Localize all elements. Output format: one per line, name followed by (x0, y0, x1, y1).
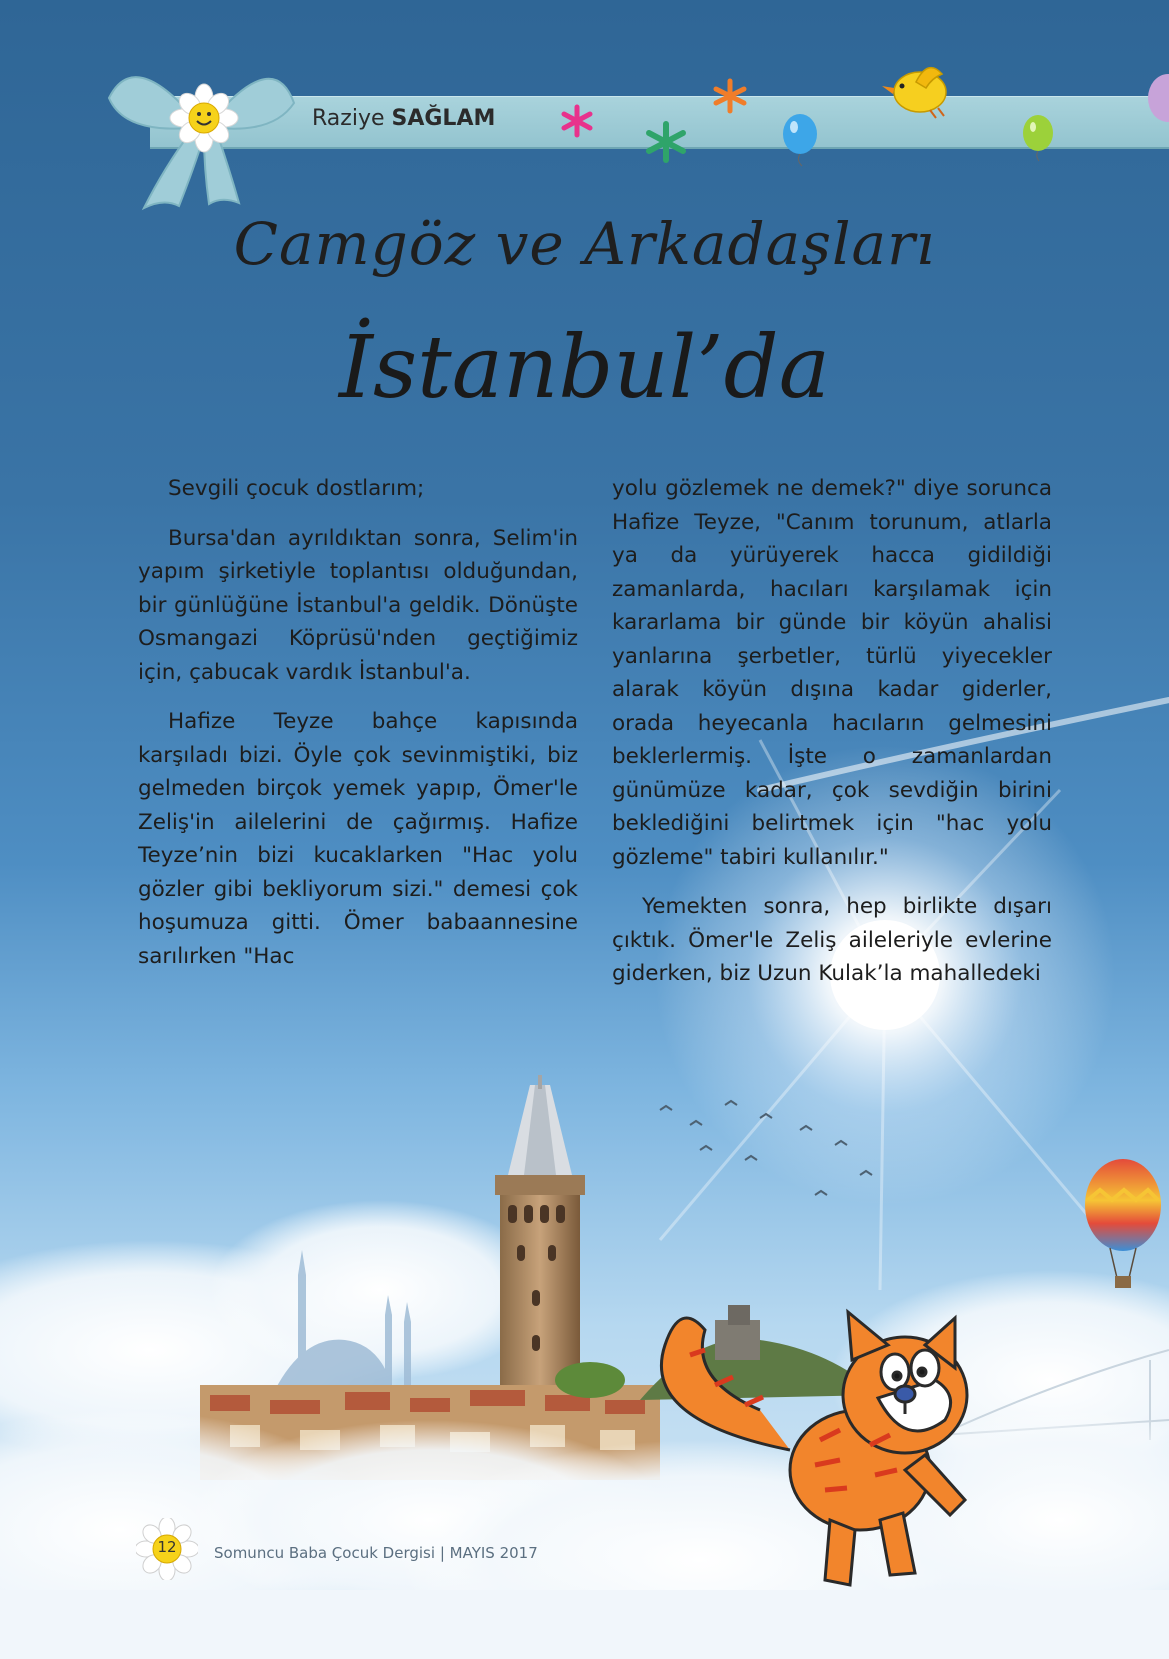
yellow-bird-icon (880, 56, 964, 120)
footer-separator: | (439, 1544, 445, 1562)
footer-text (214, 1544, 538, 1562)
green-balloon-icon (1020, 114, 1056, 164)
article-column-2 (612, 472, 1052, 1007)
title-line-1: Camgöz ve Arkadaşları (233, 210, 936, 278)
issue-date: MAYIS 2017 (449, 1544, 538, 1562)
daisy-smiley-icon (170, 84, 238, 152)
author-name (312, 106, 495, 131)
title-line-2: İstanbul’da (339, 318, 830, 418)
bow-decoration (104, 58, 304, 218)
green-star-icon (644, 120, 688, 164)
author-first-name: Raziye (312, 106, 385, 131)
article-column-1 (138, 472, 578, 989)
pink-star-icon (560, 104, 594, 138)
purple-balloon-icon (1146, 70, 1169, 130)
page-number: 12 (157, 1538, 177, 1556)
magazine-name: Somuncu Baba Çocuk Dergisi (214, 1544, 436, 1562)
blue-balloon-icon (780, 112, 820, 168)
paragraph: Yemekten sonra, hep birlikte dışarı çıktık. Ömer'le Zeliş aileleriyle evlerine giderken, biz Uzun Kulak’la mahalledeki (612, 894, 1052, 986)
orange-star-icon (712, 78, 748, 114)
page-number-badge (136, 1518, 198, 1580)
galata-tower (495, 1075, 585, 1385)
paragraph: Hafize Teyze bahçe kapısında karşıladı bizi. Öyle çok sevinmiştiki, biz gelmeden birçok yemek yapıp, Ömer'le Zeliş'in ailelerini de çağırmış. Hafize Teyze’nin bizi kucaklarken "Hac yolu gözler gibi bekliyorum sizi." demesi çok hoşumuza gitti. Ömer babaannesine sarılırken "Hac (138, 709, 578, 969)
author-last-name: SAĞLAM (391, 106, 496, 131)
paragraph: yolu gözlemek ne demek?" diye sorunca Hafize Teyze, "Canım torunum, atlarla ya da yürüyerek hacca gidildiği zamanlarda, hacıları karşılamak için kararlama bir günde bir köyün ahalisi yanlarına şerbetler, türlü yiyecekler alarak köyün dışına kadar giderler, orada heyecanla hacıların gelmesini beklerlermiş. İşte o zamanlardan günümüze kadar, çok sevdiğin birini beklediğini belirtmek için "hac yolu gözleme" tabiri kullanılır." (612, 476, 1052, 870)
greeting-paragraph: Sevgili çocuk dostlarım; (168, 476, 425, 501)
hot-air-balloon (1085, 1159, 1161, 1288)
paragraph: Bursa'dan ayrıldıktan sonra, Selim'in yapım şirketiyle toplantısı olduğundan, bir günlüğüne İstanbul'a geldik. Dönüşte Osmangazi Köprüsü'nden geçtiğimiz için, çabucak vardık İstanbul'a. (138, 525, 578, 685)
